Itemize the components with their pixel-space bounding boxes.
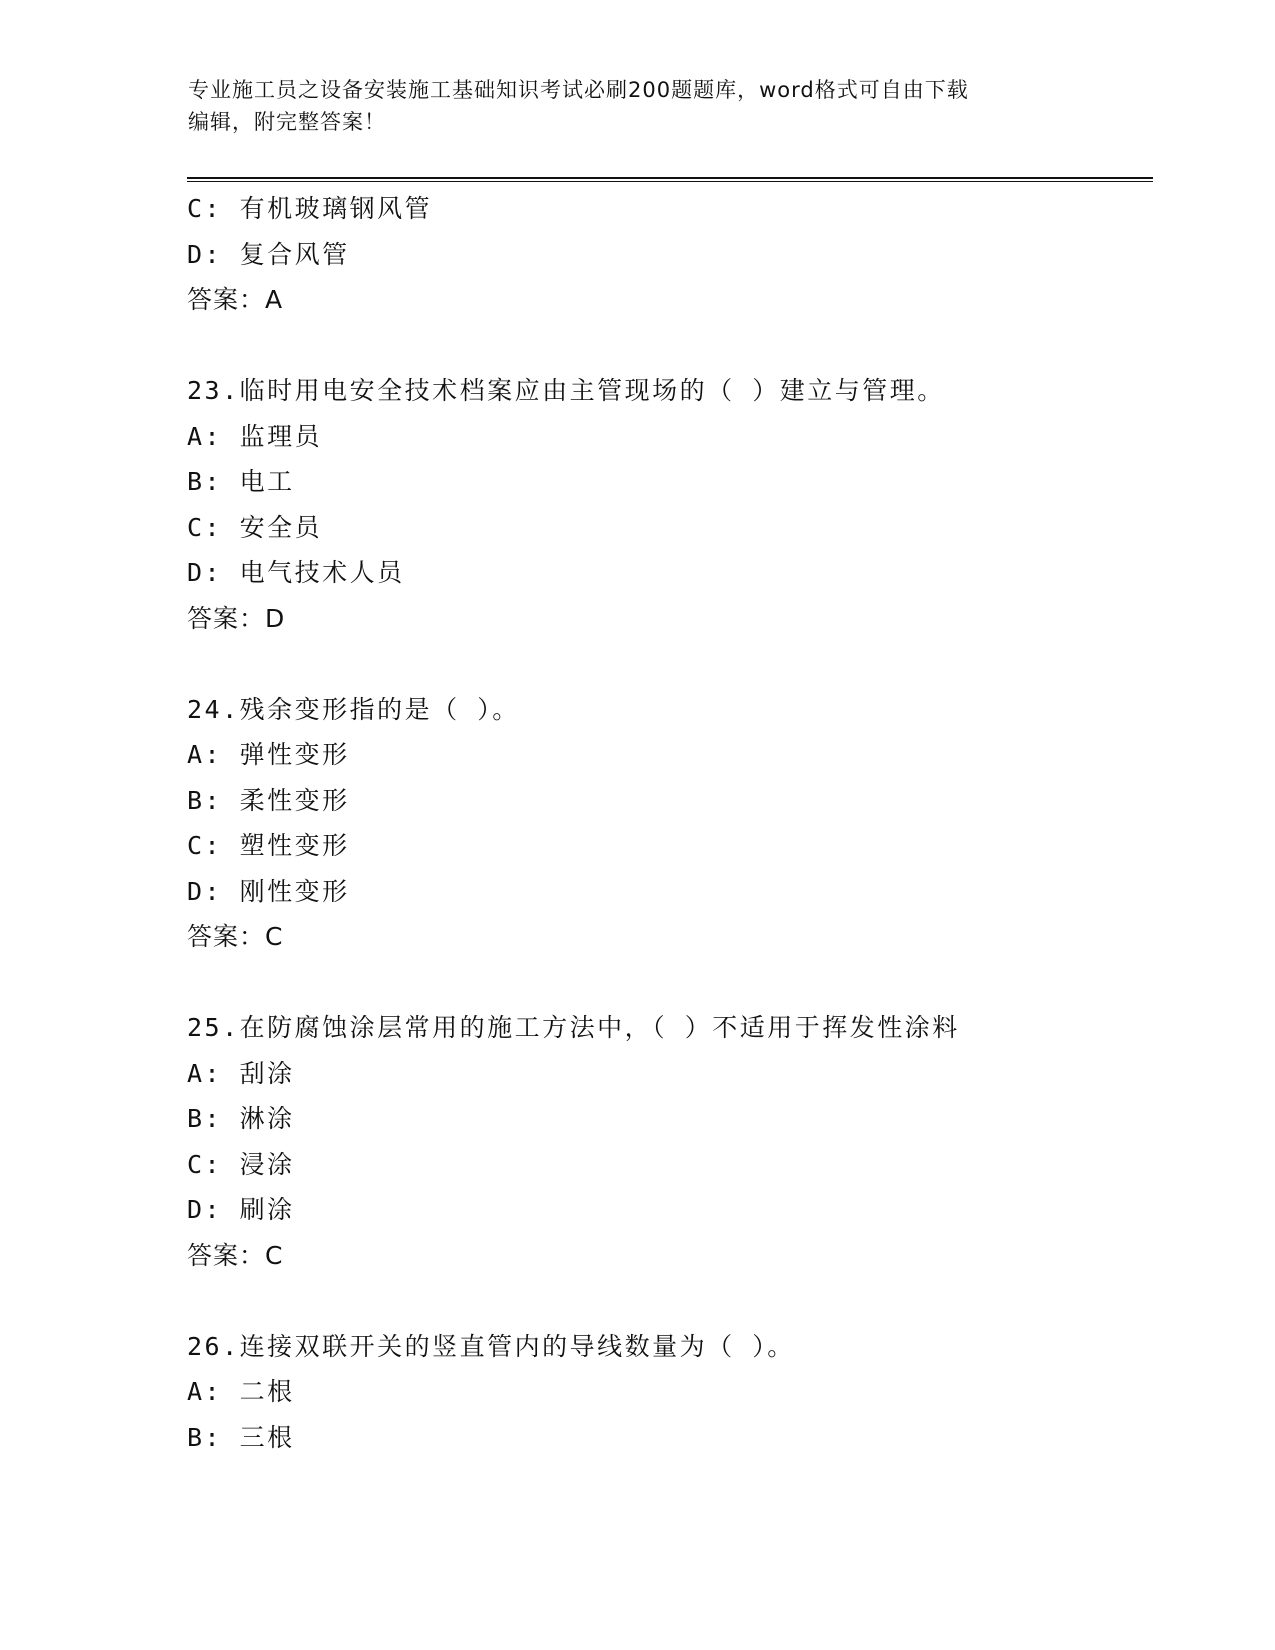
answer-line: 答案：D [187,603,286,633]
option-b: B: 电工 [187,467,295,496]
question-spacer [187,1278,1153,1324]
question-block-23 [187,368,1153,641]
answer-line: 答案：A [187,285,284,314]
question-spacer [187,960,1153,1006]
option-c: C: 浸涂 [187,1149,295,1179]
option-d: D: 复合风管 [187,239,350,269]
option-c: C: 塑性变形 [187,831,350,860]
question-spacer [187,641,1153,687]
question-block-25 [187,1005,1153,1278]
option-c: C: 有机玻璃钢风管 [187,194,433,223]
question-block-26 [187,1324,1153,1461]
option-a: A: 监理员 [187,421,323,451]
option-d: D: 刚性变形 [187,876,350,906]
question-text: 23.临时用电安全技术档案应由主管现场的（ ）建立与管理。 [187,376,945,405]
question-spacer [187,323,1153,369]
question-text: 26.连接双联开关的竖直管内的导线数量为（ ）。 [187,1331,795,1361]
answer-line: 答案：C [187,922,284,951]
option-a: A: 二根 [187,1377,295,1406]
option-b: B: 三根 [187,1422,295,1452]
option-a: A: 弹性变形 [187,740,350,769]
answer-line: 答案：C [187,1240,284,1270]
option-c: C: 安全员 [187,512,323,542]
option-b: B: 柔性变形 [187,785,350,815]
option-b: B: 淋涂 [187,1104,295,1133]
question-block-22 [187,186,1153,323]
header-title-line-2: 编辑，附完整答案！ [188,110,386,134]
option-a: A: 刮涂 [187,1058,295,1088]
header-title-line-1: 专业施工员之设备安装施工基础知识考试必刷200题题库，word格式可自由下载 [188,78,969,102]
option-d: D: 电气技术人员 [187,558,405,587]
document-header [188,74,1068,138]
option-d: D: 刷涂 [187,1195,295,1224]
question-text: 25.在防腐蚀涂层常用的施工方法中，（ ）不适用于挥发性涂料 [187,1013,960,1042]
header-divider-thick [187,177,1153,179]
header-divider-thin [187,181,1153,182]
question-list [187,186,1153,1460]
question-block-24 [187,687,1153,960]
question-text: 24.残余变形指的是（ ）。 [187,694,520,724]
